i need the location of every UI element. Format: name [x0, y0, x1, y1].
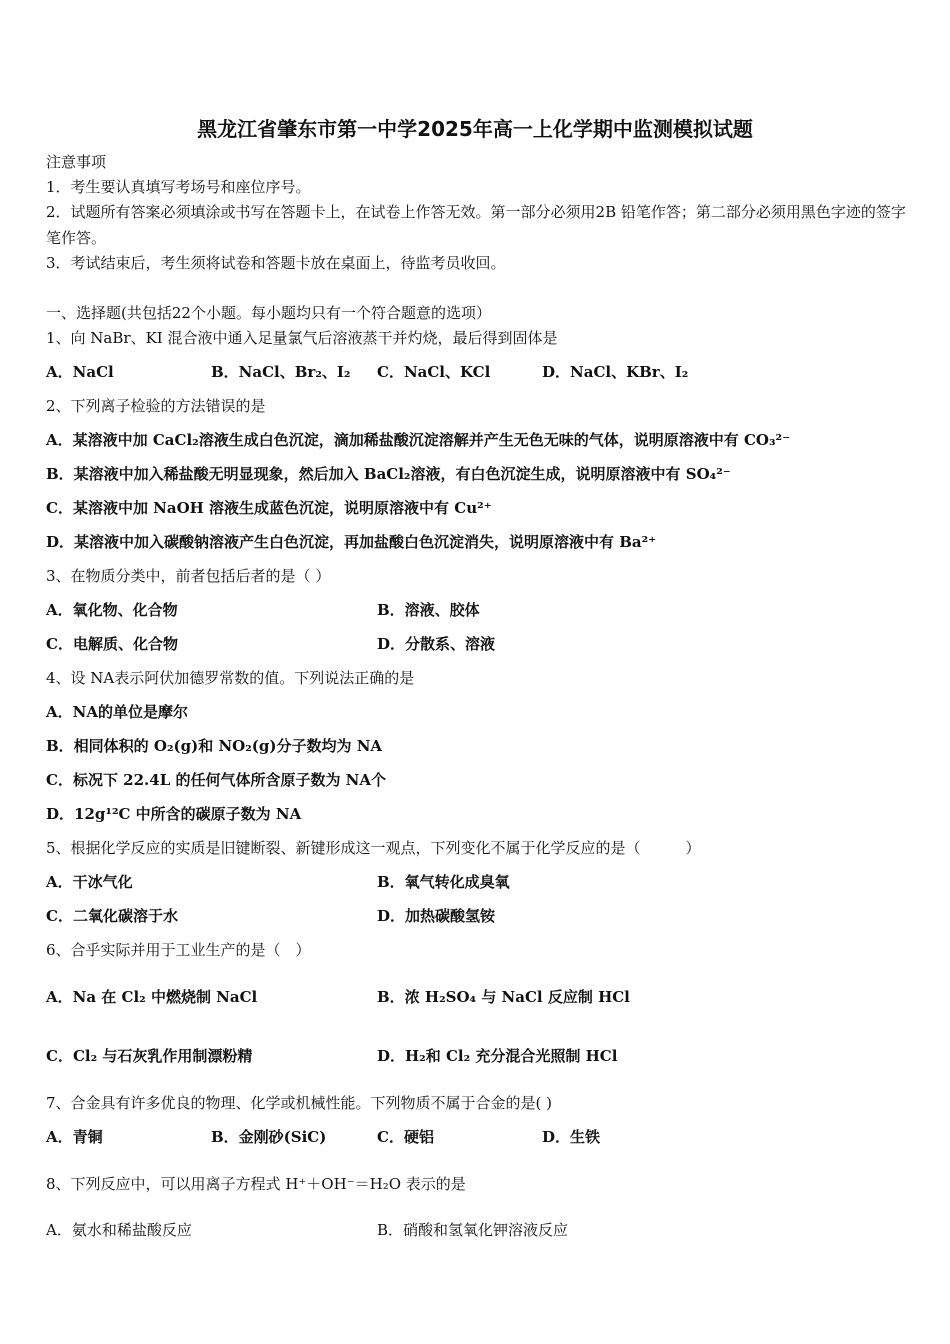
- q3-option-a[interactable]: A．氧化物、化合物: [46, 601, 178, 619]
- q7-option-d[interactable]: D．生铁: [542, 1128, 601, 1146]
- q4-option-d[interactable]: D．12g¹²C 中所含的碳原子数为 NA: [46, 805, 302, 823]
- q4-option-b[interactable]: B．相同体积的 O₂(g)和 NO₂(g)分子数均为 NA: [46, 737, 383, 755]
- q1-option-b[interactable]: B．NaCl、Br₂、I₂: [211, 363, 351, 381]
- notice-item-1: 1．考生要认真填写考场号和座位序号。: [46, 178, 311, 196]
- q4-option-c[interactable]: C．标况下 22.4L 的任何气体所含原子数为 NA个: [46, 771, 387, 789]
- q6-stem: 6、合乎实际并用于工业生产的是（ ）: [46, 941, 311, 959]
- q8-option-a[interactable]: A．氨水和稀盐酸反应: [46, 1221, 192, 1239]
- q5-option-b[interactable]: B．氧气转化成臭氧: [377, 873, 510, 891]
- q2-option-a[interactable]: A．某溶液中加 CaCl₂溶液生成白色沉淀，滴加稀盐酸沉淀溶解并产生无色无味的气体，说明原溶液中有 CO₃²⁻: [46, 431, 791, 449]
- q7-option-c[interactable]: C．硬铝: [377, 1128, 434, 1146]
- q5-option-d[interactable]: D．加热碳酸氢铵: [377, 907, 496, 925]
- q1-option-a[interactable]: A．NaCl: [46, 363, 114, 381]
- q6-option-a[interactable]: A．Na 在 Cl₂ 中燃烧制 NaCl: [46, 988, 258, 1006]
- q2-option-b[interactable]: B．某溶液中加入稀盐酸无明显现象，然后加入 BaCl₂溶液，有白色沉淀生成，说明原溶液中有 SO₄²⁻: [46, 465, 731, 483]
- notice-item-3: 3．考试结束后，考生须将试卷和答题卡放在桌面上，待监考员收回。: [46, 254, 506, 272]
- q5-stem: 5、根据化学反应的实质是旧键断裂、新键形成这一观点，下列变化不属于化学反应的是（ ）: [46, 839, 701, 857]
- q2-option-c[interactable]: C．某溶液中加 NaOH 溶液生成蓝色沉淀，说明原溶液中有 Cu²⁺: [46, 499, 492, 517]
- q8-stem: 8、下列反应中，可以用离子方程式 H⁺＋OH⁻＝H₂O 表示的是: [46, 1175, 466, 1193]
- q2-stem: 2、下列离子检验的方法错误的是: [46, 397, 266, 415]
- q7-option-a[interactable]: A．青铜: [46, 1128, 103, 1146]
- q5-option-a[interactable]: A．干冰气化: [46, 873, 133, 891]
- q7-option-b[interactable]: B．金刚砂(SiC): [211, 1128, 327, 1146]
- section-heading: 一、选择题(共包括22个小题。每小题均只有一个符合题意的选项）: [46, 304, 491, 322]
- q2-option-d[interactable]: D．某溶液中加入碳酸钠溶液产生白色沉淀，再加盐酸白色沉淀消失，说明原溶液中有 Ba²⁺: [46, 533, 657, 551]
- q4-stem: 4、设 NA表示阿伏加德罗常数的值。下列说法正确的是: [46, 669, 415, 687]
- q6-option-b[interactable]: B．浓 H₂SO₄ 与 NaCl 反应制 HCl: [377, 988, 630, 1006]
- q4-option-a[interactable]: A．NA的单位是摩尔: [46, 703, 188, 721]
- q3-option-d[interactable]: D．分散系、溶液: [377, 635, 496, 653]
- notice-item-2: 2．试题所有答案必须填涂或书写在答题卡上，在试卷上作答无效。第一部分必须用2B 铅笔作答；第二部分必须用黑色字迹的签字笔作答。: [46, 203, 906, 247]
- q1-stem-text: 1、向 NaBr、KI 混合液中通入足量氯气后溶液蒸干并灼烧，最后得到固体是: [46, 329, 558, 347]
- q1-option-d[interactable]: D．NaCl、KBr、I₂: [542, 363, 689, 381]
- q3-stem: 3、在物质分类中，前者包括后者的是（ ）: [46, 567, 331, 585]
- q5-option-c[interactable]: C．二氧化碳溶于水: [46, 907, 178, 925]
- notice-heading: 注意事项: [46, 153, 107, 171]
- q1-stem: [46, 328, 557, 348]
- q7-stem: 7、合金具有许多优良的物理、化学或机械性能。下列物质不属于合金的是( ): [46, 1094, 553, 1112]
- q6-option-c[interactable]: C．Cl₂ 与石灰乳作用制漂粉精: [46, 1047, 253, 1065]
- page-title: 黑龙江省肇东市第一中学2025年高一上化学期中监测模拟试题: [197, 117, 753, 141]
- q1-option-c[interactable]: C．NaCl、KCl: [377, 363, 491, 381]
- q3-option-c[interactable]: C．电解质、化合物: [46, 635, 178, 653]
- q8-option-b[interactable]: B．硝酸和氢氧化钾溶液反应: [377, 1221, 569, 1239]
- q6-option-d[interactable]: D．H₂和 Cl₂ 充分混合光照制 HCl: [377, 1047, 618, 1065]
- q3-option-b[interactable]: B．溶液、胶体: [377, 601, 480, 619]
